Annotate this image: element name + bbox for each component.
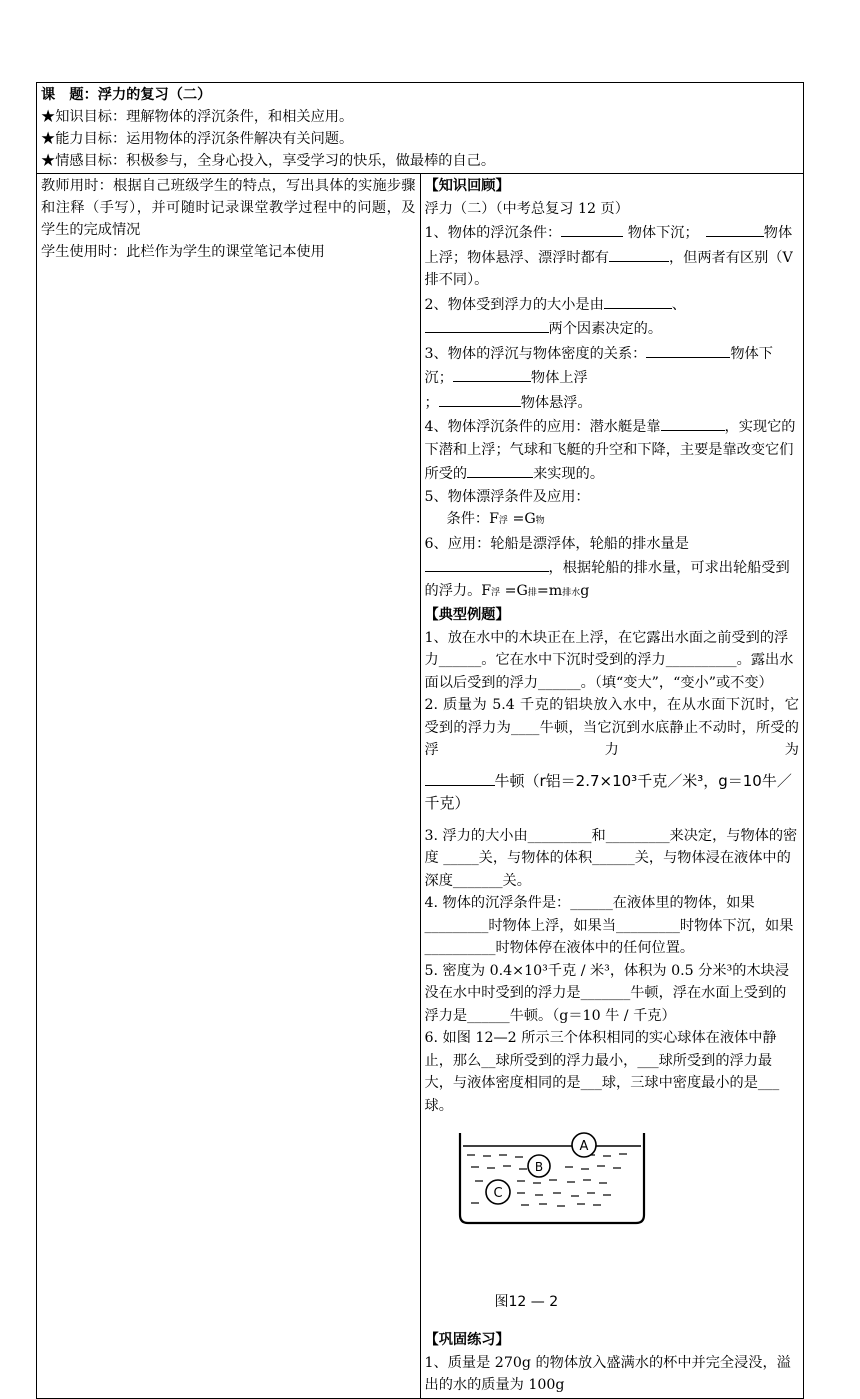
ball-c-label: C — [492, 1186, 503, 1201]
blank[interactable] — [425, 316, 549, 333]
lesson-table — [36, 82, 804, 1399]
goal-knowledge: ★知识目标：理解物体的浮沉条件，和相关应用。 — [41, 109, 354, 125]
example-5: 5. 密度为 0.4×10³千克 / 米³，体积为 0.5 分米³的木块浸没在水中时受到的浮力是_______牛顿，浮在水面上受到的浮力是______牛顿。（g＝10 牛 / 千克） — [424, 962, 790, 1024]
review-subtitle: 浮力（二）（中考总复习 12 页） — [424, 200, 629, 217]
ball-a-label: A — [579, 1139, 588, 1154]
title-text: 浮力的复习（二） — [97, 87, 212, 103]
review-q1: 1、物体的浮沉条件： 物体下沉； 物体上浮；物体悬浮、漂浮时都有 ，但两者有区别（V 排不同）。 — [425, 220, 800, 292]
title-label: 课 题： — [41, 87, 98, 103]
blank[interactable] — [467, 461, 533, 478]
ball-b-label: B — [534, 1160, 543, 1174]
worksheet — [36, 82, 804, 1399]
blank[interactable] — [646, 341, 730, 358]
teacher-note: 教师用时：根据自己班级学生的特点，写出具体的实施步骤和注释（手写），并可随时记录课堂教学过程中的问题，及学生的完成情况 — [41, 178, 416, 238]
lesson-title — [41, 84, 799, 106]
lesson-header — [37, 83, 804, 174]
review-q3: 3、物体的浮沉与物体密度的关系： 物体下沉； 物体上浮 ； 物体悬浮。 — [425, 341, 800, 415]
example-3: 3. 浮力的大小由_________和_________来决定，与物体的密度 _____关，与物体的体积______关，与物体浸在液体中的深度_______关。 — [424, 827, 798, 889]
figure-caption: 图12 — 2 — [494, 1294, 559, 1310]
review-q5: 5、物体漂浮条件及应用： — [424, 488, 590, 505]
blank[interactable] — [439, 390, 521, 407]
example-2-formula: 牛顿（r铝＝2.7×10³千克／米³，g＝10牛／千克） — [424, 771, 792, 812]
example-6: 6. 如图 12—2 所示三个体积相同的实心球体在液体中静止，那么__球所受到的浮力最小，___球所受到的浮力最大，与液体密度相同的是___球，三球中密度最小的是___球。 — [424, 1030, 780, 1114]
blank[interactable] — [604, 292, 672, 309]
review-heading: 【知识回顾】 — [424, 178, 510, 194]
blank[interactable] — [425, 555, 549, 572]
blank[interactable] — [453, 365, 531, 382]
example-2: 2. 质量为 5.4 千克的铝块放入水中，在从水面下沉时，它受到的浮力为____牛顿，当它沉到水底静止不动时，所受的浮力为 — [424, 697, 799, 758]
review-q5-condition: 条件：F浮 =G物 — [446, 511, 545, 527]
blank[interactable] — [609, 245, 669, 262]
review-q2: 2、物体受到浮力的大小是由 、两个因素决定的。 — [425, 292, 800, 341]
example-4: 4. 物体的沉浮条件是：______在液体里的物体，如果_________时物体上浮，如果当_________时物体下沉，如果__________时物体停在液体中的任何位置。 — [424, 895, 794, 956]
student-note: 学生使用时：此栏作为学生的课堂笔记本使用 — [41, 244, 325, 260]
review-q4: 4、物体浮沉条件的应用：潜水艇是靠 ，实现它的下潜和上浮；气球和飞艇的升空和下降，主要是靠改变它们所受的 来实现的。 — [425, 414, 800, 486]
practice-heading: 【巩固练习】 — [424, 1332, 510, 1348]
blank[interactable] — [425, 771, 495, 786]
example-1: 1、放在水中的木块正在上浮，在它露出水面之前受到的浮力______。它在水中下沉时受到的浮力__________。露出水面以后受到的浮力______。（填“变大”，“变小”或不变） — [424, 629, 794, 691]
practice-1: 1、质量是 270g 的物体放入盛满水的杯中并完全浸没，溢出的水的质量为 100g — [424, 1354, 791, 1393]
goal-ability: ★能力目标：运用物体的浮沉条件解决有关问题。 — [41, 131, 354, 147]
review-q6: 6、应用：轮船是漂浮体，轮船的排水量是，根据轮船的排水量，可求出轮船受到的浮力。F浮 =G排=m排水g — [424, 535, 790, 599]
container-diagram — [457, 1131, 647, 1231]
sidebar-notes — [37, 174, 421, 1399]
figure-12-2 — [443, 1131, 743, 1321]
blank[interactable] — [706, 220, 764, 237]
goal-emotion: ★情感目标：积极参与，全身心投入，享受学习的快乐，做最棒的自己。 — [41, 153, 496, 169]
blank[interactable] — [561, 220, 623, 237]
examples-heading: 【典型例题】 — [424, 607, 510, 623]
blank[interactable] — [661, 414, 725, 431]
content-column — [420, 174, 804, 1399]
